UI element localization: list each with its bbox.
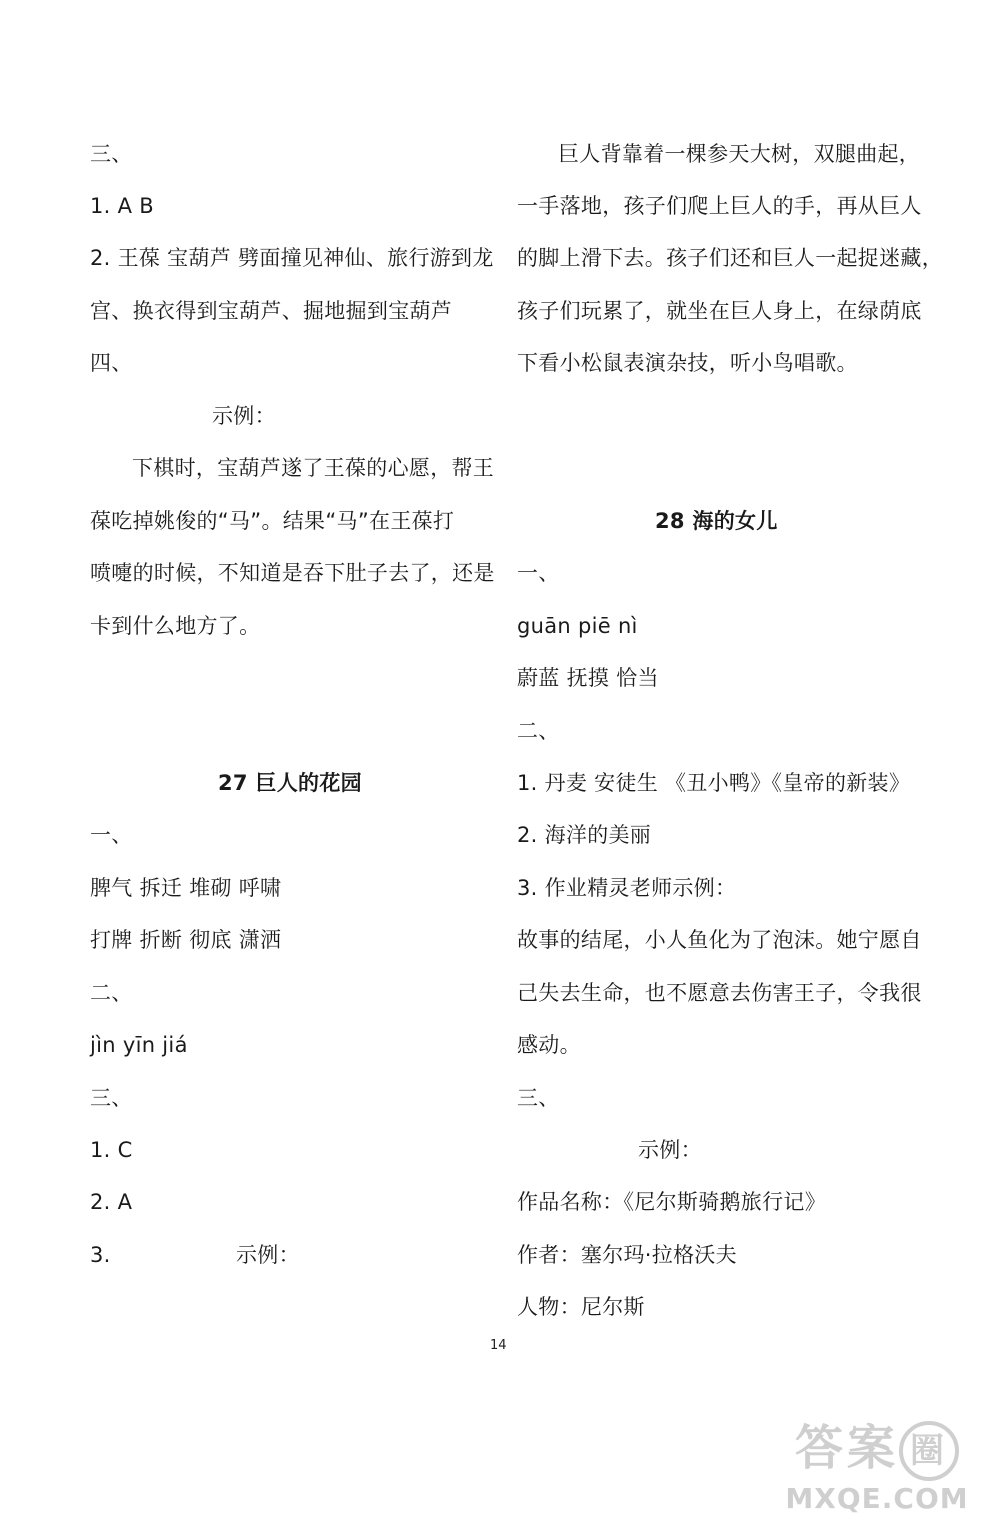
c27-section-2: 二、 <box>90 981 133 1005</box>
c27-pinyin: jìn yīn jiá <box>90 1033 188 1057</box>
c28-author: 作者：塞尔玛·拉格沃夫 <box>517 1243 737 1267</box>
c27-example-label: 示例： <box>236 1243 300 1267</box>
c27-answer-3: 3. <box>90 1243 111 1267</box>
example-label: 示例： <box>212 404 276 428</box>
c28-character: 人物：尼尔斯 <box>517 1295 645 1319</box>
page-number: 14 <box>490 1338 507 1353</box>
c27-words-1: 脾气 拆迁 堆砌 呼啸 <box>90 876 282 900</box>
paragraph-line: 己失去生命，也不愿意去伤害王子，令我很 <box>517 981 922 1005</box>
paragraph-line: 的脚上滑下去。孩子们还和巨人一起捉迷藏， <box>517 246 943 270</box>
paragraph-line: 故事的结尾，小人鱼化为了泡沫。她宁愿自 <box>517 928 922 952</box>
c28-answer-1: 1. 丹麦 安徒生 《丑小鸭》《皇帝的新装》 <box>517 771 911 795</box>
answer-3-2-line2: 宫、换衣得到宝葫芦、掘地掘到宝葫芦 <box>90 299 453 323</box>
paragraph-line: 葆吃掉姚俊的“马”。结果“马”在王葆打 <box>90 509 455 533</box>
watermark-logo: 答案 圈 <box>762 1420 992 1481</box>
c28-pinyin: guān piē nì <box>517 614 638 638</box>
paragraph-line: 巨人背靠着一棵参天大树，双腿曲起， <box>558 142 921 166</box>
c27-answer-1: 1. C <box>90 1138 133 1162</box>
watermark-circle: 圈 <box>899 1421 959 1481</box>
watermark <box>762 1420 992 1530</box>
c28-section-3: 三、 <box>517 1086 560 1110</box>
c27-words-2: 打牌 折断 彻底 潇洒 <box>90 928 282 952</box>
c28-section-1: 一、 <box>517 561 560 585</box>
c28-section-2: 二、 <box>517 719 560 743</box>
paragraph-line: 下棋时，宝葫芦遂了王葆的心愿，帮王 <box>132 456 495 480</box>
paragraph-line: 感动。 <box>517 1033 581 1057</box>
paragraph-line: 喷嚏的时候，不知道是吞下肚子去了，还是 <box>90 561 495 585</box>
paragraph-line: 孩子们玩累了，就坐在巨人身上，在绿荫底 <box>517 299 922 323</box>
c28-example-label: 示例： <box>638 1138 702 1162</box>
c28-answer-2: 2. 海洋的美丽 <box>517 823 652 847</box>
chapter-27-title: 27 巨人的花园 <box>218 771 362 795</box>
c28-work-title: 作品名称：《尼尔斯骑鹅旅行记》 <box>517 1190 826 1214</box>
c27-answer-2: 2. A <box>90 1190 133 1214</box>
chapter-28-title: 28 海的女儿 <box>655 509 778 533</box>
answer-3-1: 1. A B <box>90 194 154 218</box>
watermark-site: MXQE.COM <box>785 1482 969 1515</box>
paragraph-line: 下看小松鼠表演杂技，听小鸟唱歌。 <box>517 351 858 375</box>
c28-words: 蔚蓝 抚摸 恰当 <box>517 666 659 690</box>
paragraph-line: 一手落地，孩子们爬上巨人的手，再从巨人 <box>517 194 922 218</box>
c27-section-1: 一、 <box>90 823 133 847</box>
answer-3-2-line1: 2. 王葆 宝葫芦 劈面撞见神仙、旅行游到龙 <box>90 246 494 270</box>
c27-section-3: 三、 <box>90 1086 133 1110</box>
section-4-heading: 四、 <box>90 351 133 375</box>
c28-answer-3: 3. 作业精灵老师示例： <box>517 876 737 900</box>
paragraph-line: 卡到什么地方了。 <box>90 614 261 638</box>
section-3-heading: 三、 <box>90 142 133 166</box>
